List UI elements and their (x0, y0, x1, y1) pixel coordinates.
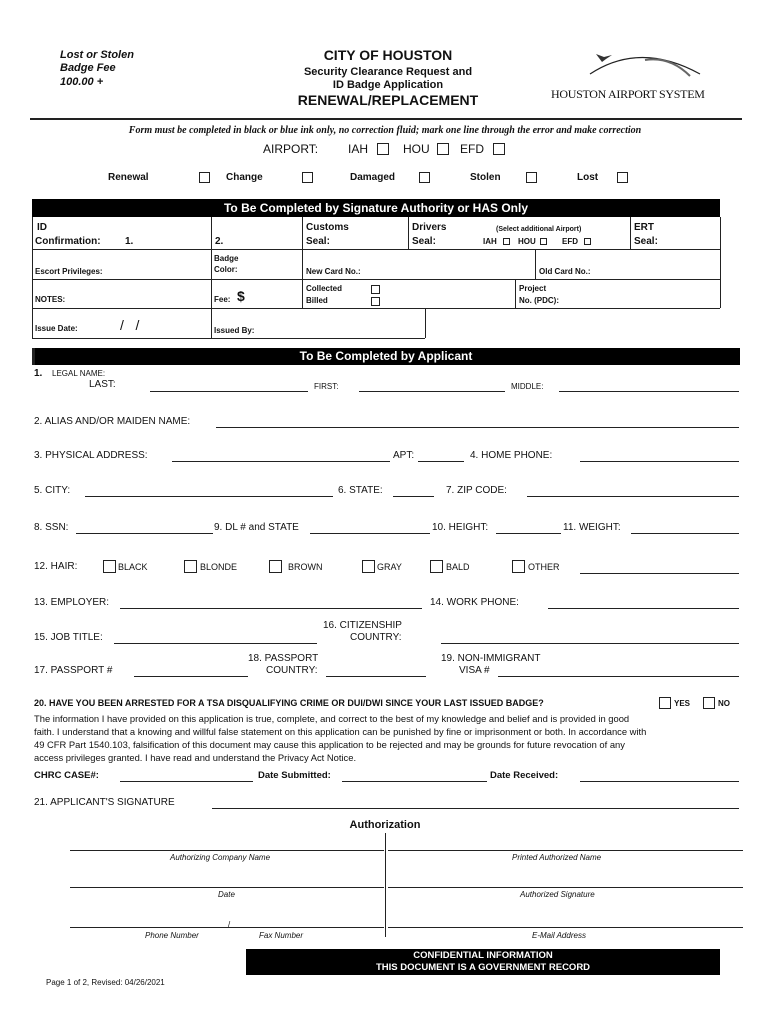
apt-label: APT: (393, 450, 415, 461)
reason-lost-label: Lost (577, 172, 599, 183)
reason-change-label: Change (226, 172, 263, 183)
notes-label: NOTES: (35, 295, 66, 304)
reason-stolen-label: Stolen (470, 172, 501, 183)
hair-black-label: BLACK (118, 562, 148, 572)
date-submitted-label: Date Submitted: (258, 770, 331, 781)
work-phone-field[interactable] (548, 608, 739, 609)
header-rule (30, 118, 742, 120)
statement-line4: access privileges granted. I have read and understand the Privacy Act Notice. (34, 752, 357, 763)
form-title: RENEWAL/REPLACEMENT (297, 92, 479, 108)
phone-fax-field[interactable] (70, 927, 384, 928)
arrest-question: 20. HAVE YOU BEEN ARRESTED FOR A TSA DISQUALIFYING CRIME OR DUI/DWI SINCE YOUR LAST ISSUED BADGE? (34, 698, 544, 708)
auth-signature-field[interactable] (388, 887, 743, 888)
hair-black-checkbox[interactable] (103, 560, 116, 573)
last-name-field[interactable] (150, 391, 308, 392)
arrest-no-checkbox[interactable] (703, 697, 715, 709)
airport-efd-checkbox[interactable] (493, 143, 505, 155)
reason-stolen-checkbox[interactable] (526, 172, 537, 183)
reason-renewal-checkbox[interactable] (199, 172, 210, 183)
citizenship-country-label: COUNTRY: (350, 632, 402, 643)
hair-blonde-label: BLONDE (200, 562, 238, 572)
employer-field[interactable] (120, 608, 422, 609)
arrest-yes-label: YES (674, 699, 691, 708)
seal-efd-checkbox[interactable] (584, 238, 591, 245)
airport-hou-checkbox[interactable] (437, 143, 449, 155)
city-label: 5. CITY: (34, 485, 71, 496)
confidential-line1: CONFIDENTIAL INFORMATION (413, 950, 553, 961)
zip-label: 7. ZIP CODE: (446, 485, 507, 496)
date-received-field[interactable] (580, 781, 739, 782)
billed-label: Billed (306, 296, 328, 305)
logo-text: HOUSTON AIRPORT SYSTEM (551, 87, 705, 101)
zip-field[interactable] (527, 496, 739, 497)
hair-brown-checkbox[interactable] (269, 560, 282, 573)
fax-number-label: Fax Number (259, 931, 304, 940)
reason-damaged-label: Damaged (350, 172, 396, 183)
weight-label: 11. WEIGHT: (563, 522, 621, 533)
form-subtitle1: Security Clearance Request and (303, 66, 473, 78)
hair-other-checkbox[interactable] (512, 560, 525, 573)
confidential-line2: THIS DOCUMENT IS A GOVERNMENT RECORD (375, 962, 591, 973)
citizenship-field[interactable] (441, 643, 739, 644)
date-received-label: Date Received: (490, 770, 559, 781)
authorizing-company-label: Authorizing Company Name (170, 853, 271, 862)
id-confirmation-label: Confirmation: (35, 236, 101, 247)
passport-country-label: 18. PASSPORT (248, 653, 319, 664)
home-phone-label: 4. HOME PHONE: (470, 450, 553, 461)
issue-date-slashes: / / (120, 317, 140, 333)
hair-other-label: OTHER (528, 562, 560, 572)
physical-address-label: 3. PHYSICAL ADDRESS: (34, 450, 148, 461)
customs-seal-label: Seal: (306, 236, 330, 247)
seal-hou-label: HOU (518, 237, 536, 246)
height-label: 10. HEIGHT: (432, 522, 489, 533)
issue-date-label: Issue Date: (35, 324, 78, 333)
ssn-label: 8. SSN: (34, 522, 69, 533)
hair-bald-checkbox[interactable] (430, 560, 443, 573)
billed-checkbox[interactable] (371, 297, 380, 306)
customs-label: Customs (306, 222, 349, 233)
hair-gray-checkbox[interactable] (362, 560, 375, 573)
airport-label: AIRPORT: (263, 142, 319, 156)
airport-efd-label: EFD (460, 142, 484, 156)
id-label: ID (37, 222, 47, 233)
first-name-field[interactable] (359, 391, 505, 392)
auth-date-field[interactable] (70, 887, 384, 888)
badge-color-label: Color: (214, 265, 238, 274)
seal-hou-checkbox[interactable] (540, 238, 547, 245)
airport-iah-label: IAH (348, 142, 369, 156)
new-card-label: New Card No.: (306, 267, 361, 276)
middle-name-label: MIDDLE: (511, 382, 544, 391)
arrest-yes-checkbox[interactable] (659, 697, 671, 709)
date-submitted-field[interactable] (342, 781, 487, 782)
form-subtitle2: ID Badge Application (332, 79, 444, 91)
height-field[interactable] (496, 533, 561, 534)
first-name-label: FIRST: (314, 382, 339, 391)
auth-date-label: Date (218, 890, 235, 899)
project-pdc-label: No. (PDC): (519, 296, 559, 305)
reason-change-checkbox[interactable] (302, 172, 313, 183)
job-title-field[interactable] (114, 643, 317, 644)
collected-checkbox[interactable] (371, 285, 380, 294)
passport-country-label2: COUNTRY: (266, 665, 318, 676)
signature-label: 21. APPLICANT'S SIGNATURE (34, 797, 175, 808)
email-field[interactable] (388, 927, 743, 928)
auth-signature-label: Authorized Signature (520, 890, 595, 899)
apt-field[interactable] (418, 461, 464, 462)
work-phone-label: 14. WORK PHONE: (430, 597, 519, 608)
drivers-label: Drivers (412, 222, 447, 233)
visa-label: 19. NON-IMMIGRANT (441, 653, 541, 664)
citizenship-label: 16. CITIZENSHIP (323, 620, 402, 631)
airport-logo-icon (560, 46, 720, 91)
ert-seal-label: Seal: (634, 236, 658, 247)
airport-hou-label: HOU (403, 142, 430, 156)
hair-bald-label: BALD (446, 562, 470, 572)
badge-label: Badge (214, 254, 239, 263)
ssn-field[interactable] (76, 533, 213, 534)
last-name-label: LAST: (89, 379, 116, 390)
seal-efd-label: EFD (562, 237, 578, 246)
reason-renewal-label: Renewal (108, 172, 149, 183)
applicant-bar: To Be Completed by Applicant (32, 348, 740, 365)
email-label: E-Mail Address (532, 931, 586, 940)
hair-gray-label: GRAY (377, 562, 402, 572)
hair-brown-label: BROWN (288, 562, 323, 572)
printed-name-field[interactable] (388, 850, 743, 851)
passport-label: 17. PASSPORT # (34, 665, 113, 676)
id-confirmation-2: 2. (215, 236, 224, 247)
select-airport-note: (Select additional Airport) (496, 226, 582, 233)
issued-by-label: Issued By: (214, 326, 255, 335)
passport-country-field[interactable] (326, 676, 426, 677)
old-card-label: Old Card No.: (539, 267, 591, 276)
employer-label: 13. EMPLOYER: (34, 597, 110, 608)
city-title: CITY OF HOUSTON (323, 47, 453, 63)
hair-blonde-checkbox[interactable] (184, 560, 197, 573)
phone-fax-slash: / (228, 920, 231, 929)
lost-fee-amount: 100.00 + (60, 76, 104, 88)
alias-field[interactable] (216, 427, 739, 428)
hair-other-field[interactable] (580, 573, 739, 574)
applicant-signature-field[interactable] (212, 808, 739, 809)
seal-iah-checkbox[interactable] (503, 238, 510, 245)
passport-field[interactable] (134, 676, 248, 677)
ert-label: ERT (634, 222, 654, 233)
drivers-seal-label: Seal: (412, 236, 436, 247)
middle-name-field[interactable] (559, 391, 739, 392)
statement-line3: 49 CFR Part 1540.103, falsification of this document may cause this application to be rejected and may be grounds for future revocation of any (34, 739, 625, 750)
state-field[interactable] (393, 496, 434, 497)
city-field[interactable] (85, 496, 333, 497)
airport-iah-checkbox[interactable] (377, 143, 389, 155)
weight-field[interactable] (631, 533, 739, 534)
hair-label: 12. HAIR: (34, 561, 78, 572)
phone-number-label: Phone Number (145, 931, 199, 940)
statement-line1: The information I have provided on this application is true, complete, and correct to the best of my knowledge and belief and is provided in good (34, 713, 630, 724)
lost-fee-line2: Badge Fee (60, 62, 116, 74)
state-label: 6. STATE: (338, 485, 383, 496)
printed-name-label: Printed Authorized Name (512, 853, 602, 862)
physical-address-field[interactable] (172, 461, 390, 462)
reason-lost-checkbox[interactable] (617, 172, 628, 183)
authorization-title: Authorization (349, 819, 421, 831)
legal-name-label: LEGAL NAME: (52, 369, 106, 378)
authority-bar: To Be Completed by Signature Authority or HAS Only (32, 199, 720, 217)
dl-label: 9. DL # and STATE (214, 522, 299, 533)
home-phone-field[interactable] (580, 461, 739, 462)
authorizing-company-field[interactable] (70, 850, 384, 851)
chrc-label: CHRC CASE#: (34, 770, 99, 781)
q1-number: 1. (34, 368, 43, 379)
arrest-no-label: NO (718, 699, 730, 708)
collected-label: Collected (306, 284, 343, 293)
escort-privileges-label: Escort Privileges: (35, 267, 103, 276)
dl-field[interactable] (310, 533, 430, 534)
visa-label2: VISA # (459, 665, 490, 676)
seal-iah-label: IAH (483, 237, 497, 246)
id-confirmation-1: 1. (125, 236, 134, 247)
chrc-field[interactable] (120, 781, 253, 782)
page-info: Page 1 of 2, Revised: 04/26/2021 (46, 978, 165, 987)
statement-line2: faith. I understand that a knowing and willful false statement on this application can be punished by fine or imprisonment or both. In accordance with (34, 726, 647, 737)
visa-field[interactable] (498, 676, 739, 677)
fee-label: Fee: (214, 295, 231, 304)
lost-fee-line1: Lost or Stolen (60, 49, 134, 61)
alias-label: 2. ALIAS AND/OR MAIDEN NAME: (34, 416, 191, 427)
instructions: Form must be completed in black or blue ink only, no correction fluid; mark one line through the error and make correction (128, 125, 642, 136)
fee-dollar: $ (237, 288, 245, 304)
reason-damaged-checkbox[interactable] (419, 172, 430, 183)
job-title-label: 15. JOB TITLE: (34, 632, 103, 643)
project-label: Project (519, 284, 547, 293)
